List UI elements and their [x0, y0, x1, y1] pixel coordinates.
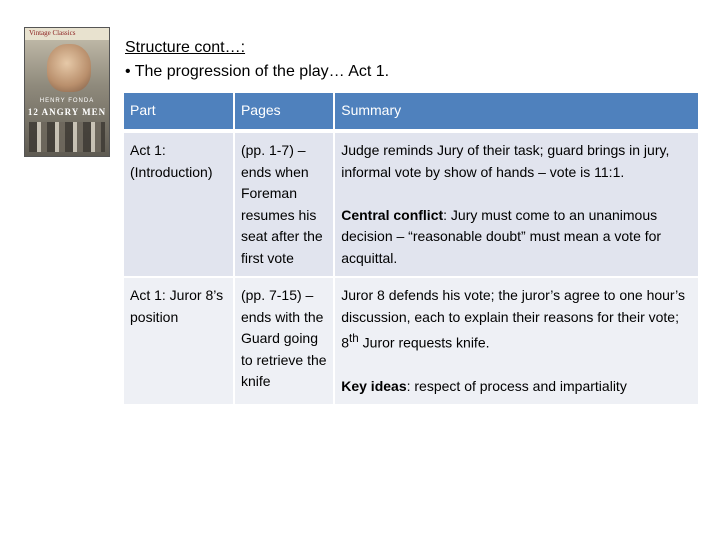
summary-paragraph: [341, 376, 692, 398]
summary-paragraph: [341, 285, 692, 354]
slide-heading: [125, 36, 389, 84]
cover-series-label: Vintage Classics: [29, 29, 76, 37]
structure-table: [124, 93, 698, 406]
cover-title: 12 ANGRY MEN: [27, 107, 107, 117]
table-row: [124, 133, 698, 278]
summary-text: Juror 8 defends his vote; the juror’s agree to one hour’s discussion, each to explain their reasons for their vote; 8: [341, 287, 685, 351]
summary-text: : Jury must come to an unanimous decision – “reasonable doubt” must mean a vote for acquittal.: [341, 206, 662, 266]
table-row: [124, 278, 698, 406]
summary-text: Juror requests knife.: [358, 334, 490, 351]
movie-cover-image: [24, 27, 110, 157]
heading-title: Structure cont…:: [125, 39, 246, 56]
summary-text: : respect of process and impartiality: [406, 377, 627, 394]
heading-subtitle: • The progression of the play… Act 1.: [125, 63, 390, 80]
cell-summary: [335, 133, 698, 278]
summary-paragraph: Judge reminds Jury of their task; guard brings in jury, informal vote by show of hands – vote is 11:1.: [341, 142, 670, 180]
header-summary: Summary: [335, 93, 698, 133]
summary-paragraph: [341, 205, 692, 270]
cell-pages: (pp. 7-15) – ends with the Guard going to retrieve the knife: [235, 278, 335, 406]
cell-part: Act 1: Juror 8’s position: [124, 278, 235, 406]
summary-label: Central conflict: [341, 206, 444, 223]
cover-actor-name: HENRY FONDA: [39, 98, 95, 104]
cover-cast-photo: [29, 122, 105, 152]
header-part: Part: [124, 93, 235, 133]
table-header-row: [124, 93, 698, 133]
cell-summary: [335, 278, 698, 406]
cell-part: Act 1: (Introduction): [124, 133, 235, 278]
header-pages: Pages: [235, 93, 335, 133]
cover-portrait: [47, 44, 91, 92]
summary-label: Key ideas: [341, 377, 407, 394]
cell-pages: (pp. 1-7) – ends when Foreman resumes his seat after the first vote: [235, 133, 335, 278]
ordinal-suffix: th: [349, 332, 359, 345]
